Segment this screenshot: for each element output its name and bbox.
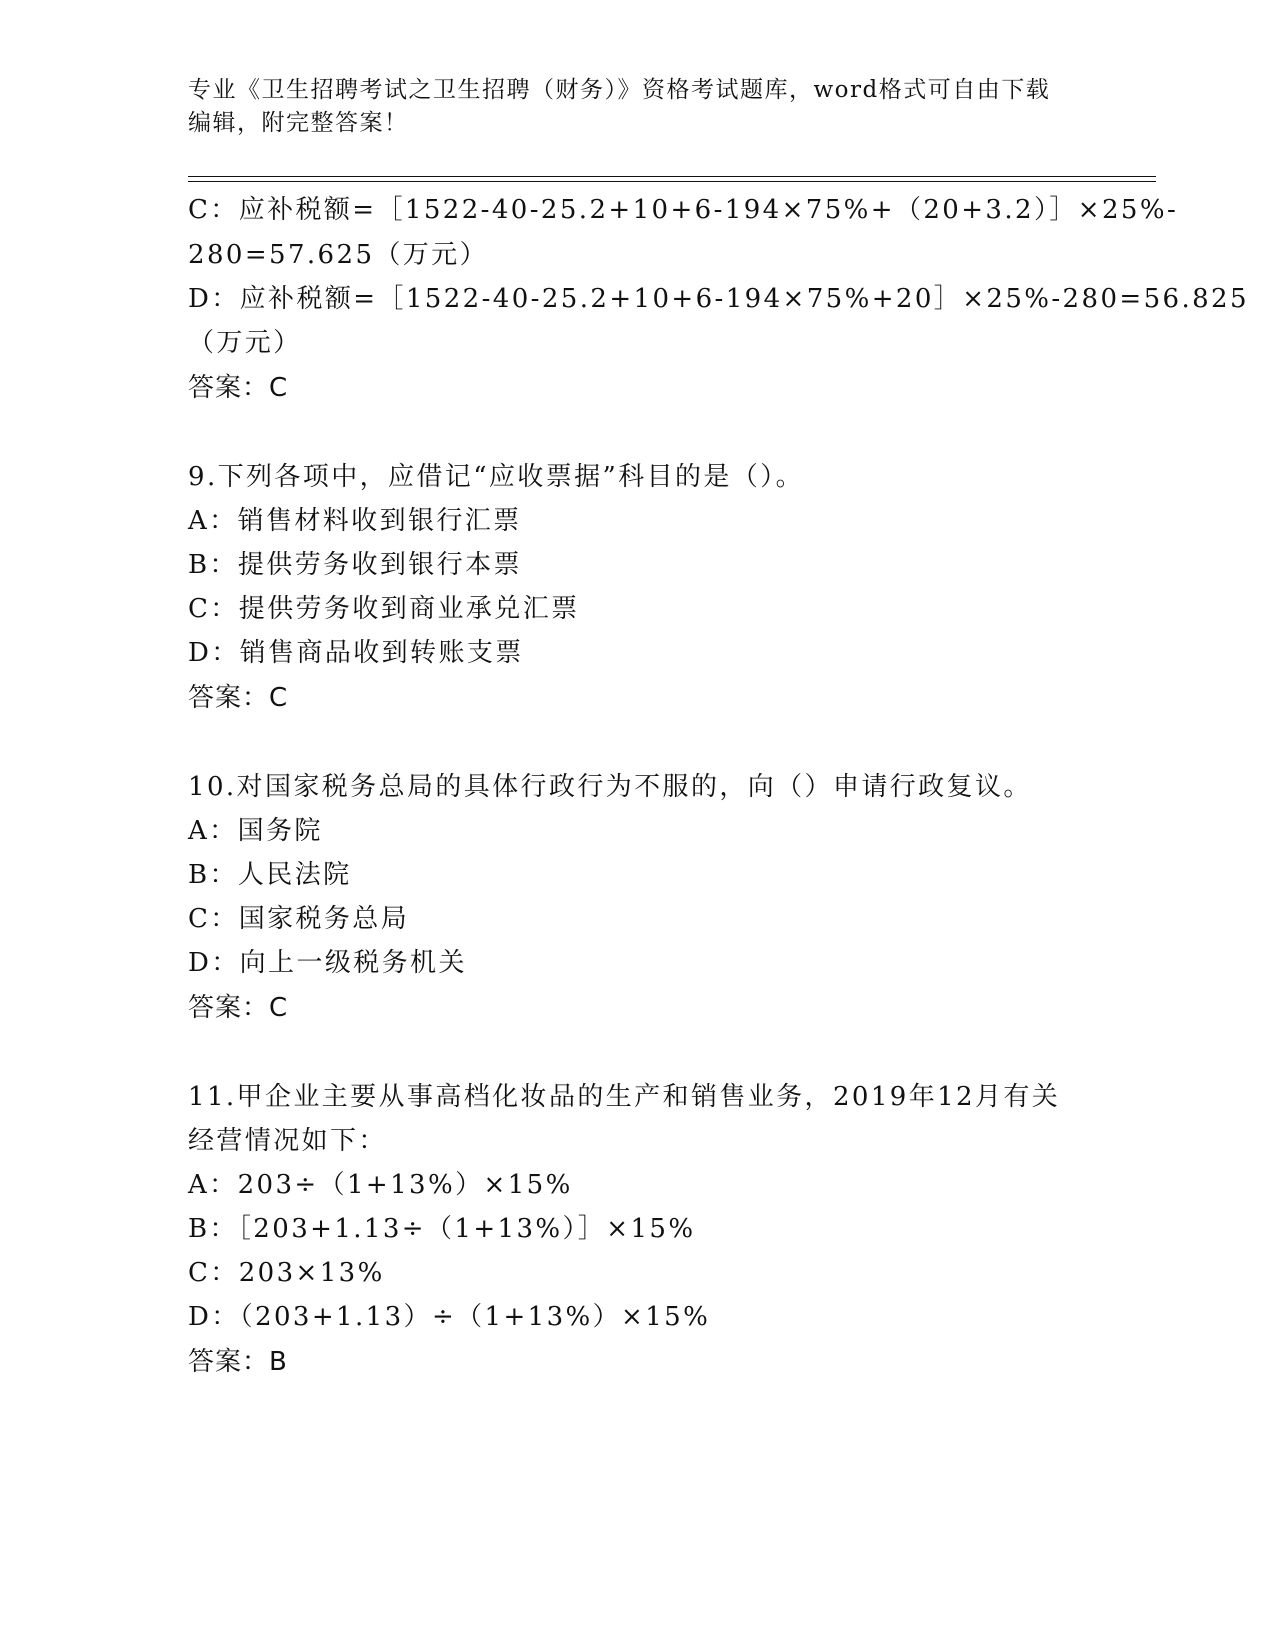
option-c: C：203×13%: [188, 1258, 385, 1288]
question-stem-line-2: 经营情况如下：: [188, 1126, 387, 1156]
header-divider-bottom: [188, 181, 1156, 182]
option-a: A：销售材料收到银行汇票: [188, 506, 522, 536]
option-c: C：国家税务总局: [188, 904, 410, 934]
question-stem-line-1: 11.甲企业主要从事高档化妆品的生产和销售业务，2019年12月有关: [188, 1082, 1061, 1112]
option-d: D：向上一级税务机关: [188, 948, 467, 978]
option-c-line-2: 280=57.625（万元）: [188, 240, 488, 270]
option-d-line-1: D：应补税额=［1522-40-25.2+10+6-194×75%+20］×25%-280=56.825: [188, 284, 1249, 314]
option-c-line-1: C：应补税额=［1522-40-25.2+10+6-194×75%+（20+3.2）］×25%-: [188, 195, 1179, 225]
answer: 答案：C: [188, 683, 289, 713]
option-c: C：提供劳务收到商业承兑汇票: [188, 594, 580, 624]
header-line-1: 专业《卫生招聘考试之卫生招聘（财务）》资格考试题库，word格式可自由下载: [188, 77, 1051, 103]
answer: 答案：B: [188, 1347, 288, 1377]
answer: 答案：C: [188, 373, 289, 403]
question-stem: 9.下列各项中，应借记“应收票据”科目的是（）。: [188, 462, 804, 492]
option-d: D：（203+1.13）÷（1+13%）×15%: [188, 1302, 711, 1332]
option-b: B：提供劳务收到银行本票: [188, 550, 522, 580]
option-b: B：人民法院: [188, 860, 352, 890]
header-divider-top: [188, 176, 1156, 177]
answer: 答案：C: [188, 993, 289, 1023]
question-stem: 10.对国家税务总局的具体行政行为不服的，向（）申请行政复议。: [188, 772, 1032, 802]
option-a: A：国务院: [188, 816, 323, 846]
option-a: A：203÷（1+13%）×15%: [188, 1170, 573, 1200]
option-d: D：销售商品收到转账支票: [188, 638, 524, 668]
option-d-line-2: （万元）: [188, 328, 302, 358]
document-header: [188, 74, 1068, 140]
option-b: B：［203+1.13÷（1+13%）］×15%: [188, 1214, 696, 1244]
header-line-2: 编辑，附完整答案！: [188, 110, 409, 136]
